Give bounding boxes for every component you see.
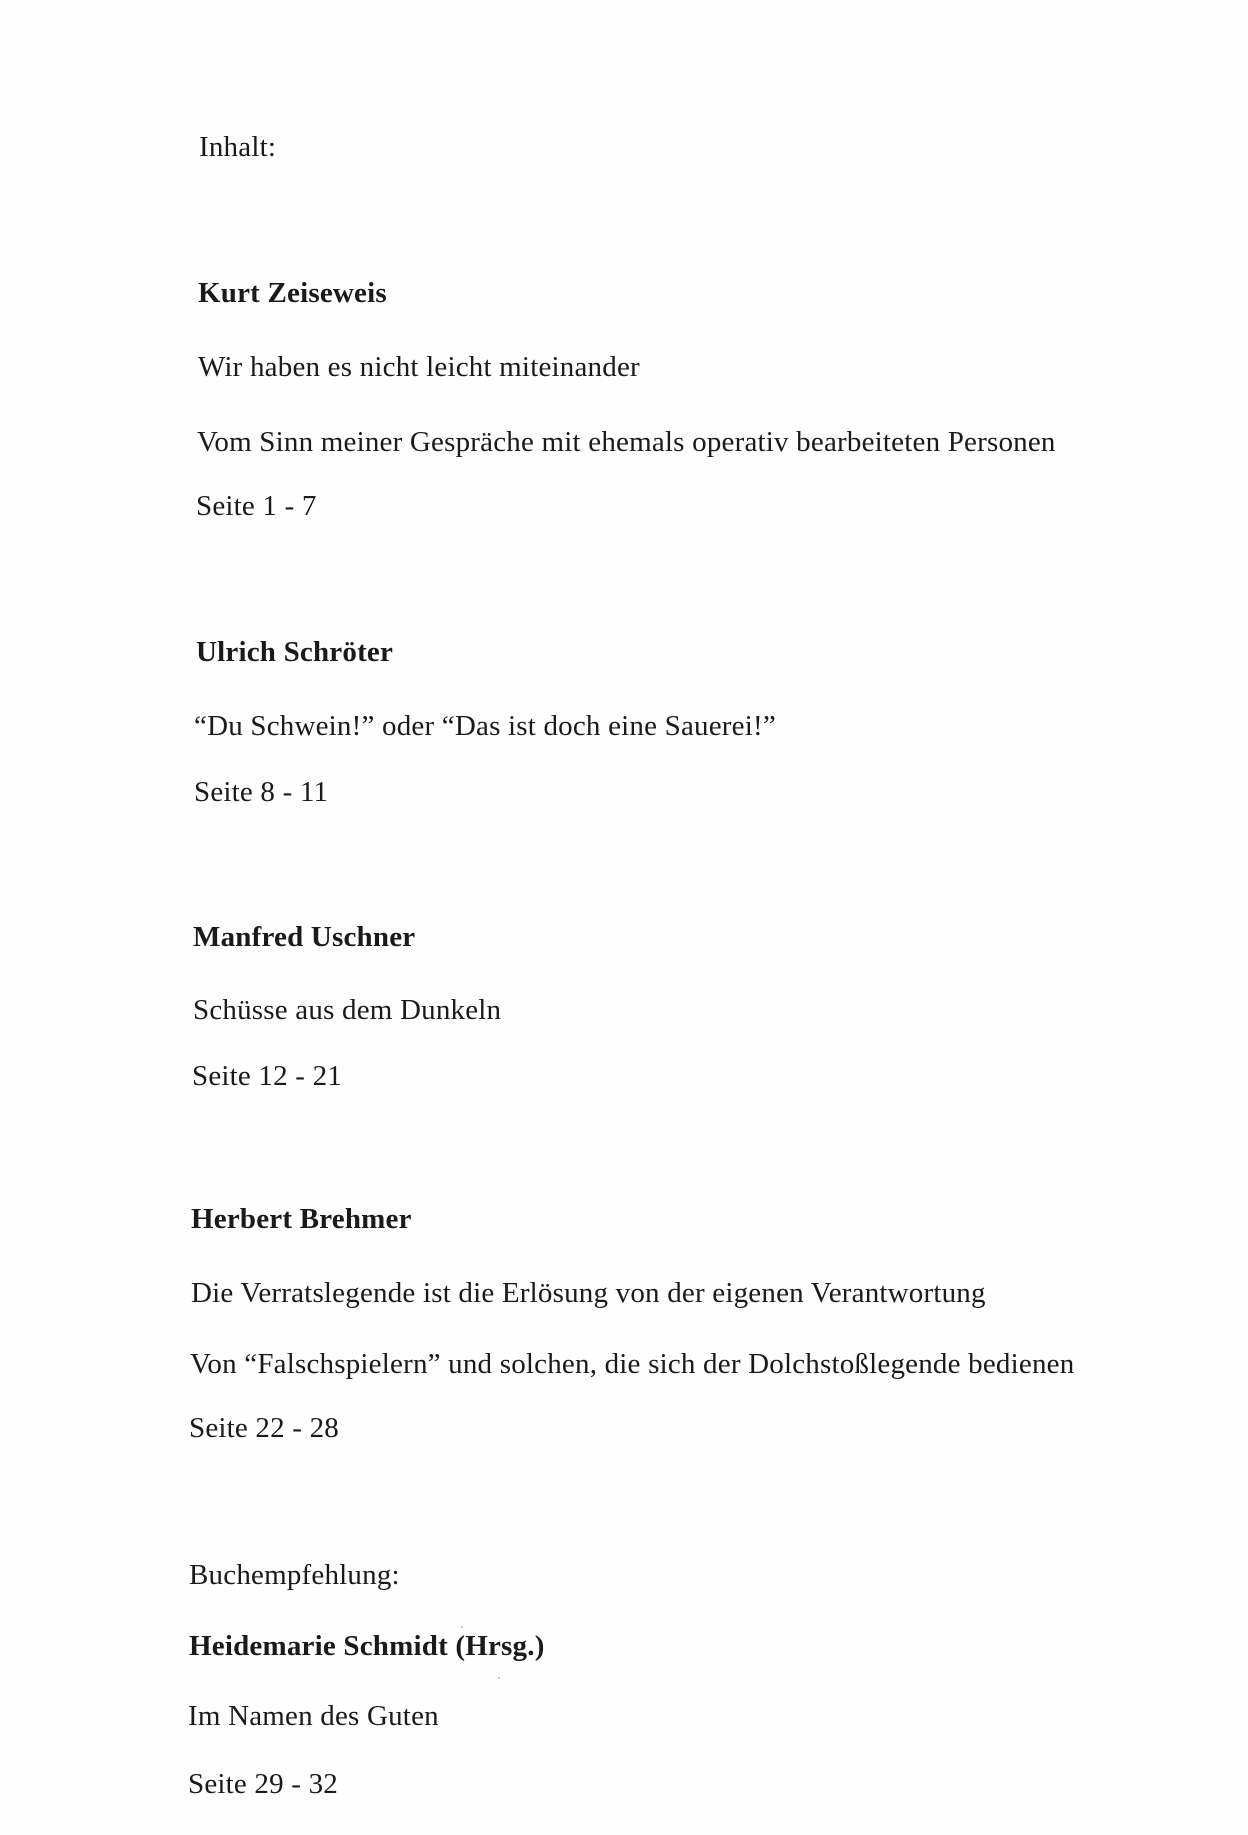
recommendation-author: Heidemarie Schmidt (Hrsg.) xyxy=(189,1630,545,1662)
entry-title: Die Verratslegende ist die Erlösung von der eigenen Verantwortung xyxy=(191,1277,986,1309)
entry-subtitle: Von “Falschspielern” und solchen, die sich der Dolchstoßlegende bedienen xyxy=(190,1348,1075,1380)
scan-speck xyxy=(461,1626,463,1628)
entry-subtitle: Vom Sinn meiner Gespräche mit ehemals operativ bearbeiteten Personen xyxy=(197,426,1056,458)
entry-author: Kurt Zeiseweis xyxy=(198,277,387,309)
entry-pages: Seite 8 - 11 xyxy=(194,776,329,808)
entry-pages: Seite 12 - 21 xyxy=(192,1060,342,1092)
contents-heading: Inhalt: xyxy=(199,131,277,163)
recommendation-label: Buchempfehlung: xyxy=(189,1559,400,1591)
recommendation-pages: Seite 29 - 32 xyxy=(188,1768,338,1800)
entry-pages: Seite 1 - 7 xyxy=(196,490,317,522)
recommendation-title: Im Namen des Guten xyxy=(188,1700,439,1732)
entry-title: Wir haben es nicht leicht miteinander xyxy=(198,351,640,383)
entry-author: Manfred Uschner xyxy=(193,921,416,953)
scan-speck xyxy=(498,1677,500,1679)
entry-author: Herbert Brehmer xyxy=(191,1203,412,1235)
entry-title: Schüsse aus dem Dunkeln xyxy=(193,994,502,1026)
entry-pages: Seite 22 - 28 xyxy=(189,1412,339,1444)
entry-title: “Du Schwein!” oder “Das ist doch eine Sauerei!” xyxy=(194,710,776,742)
entry-author: Ulrich Schröter xyxy=(196,636,394,668)
